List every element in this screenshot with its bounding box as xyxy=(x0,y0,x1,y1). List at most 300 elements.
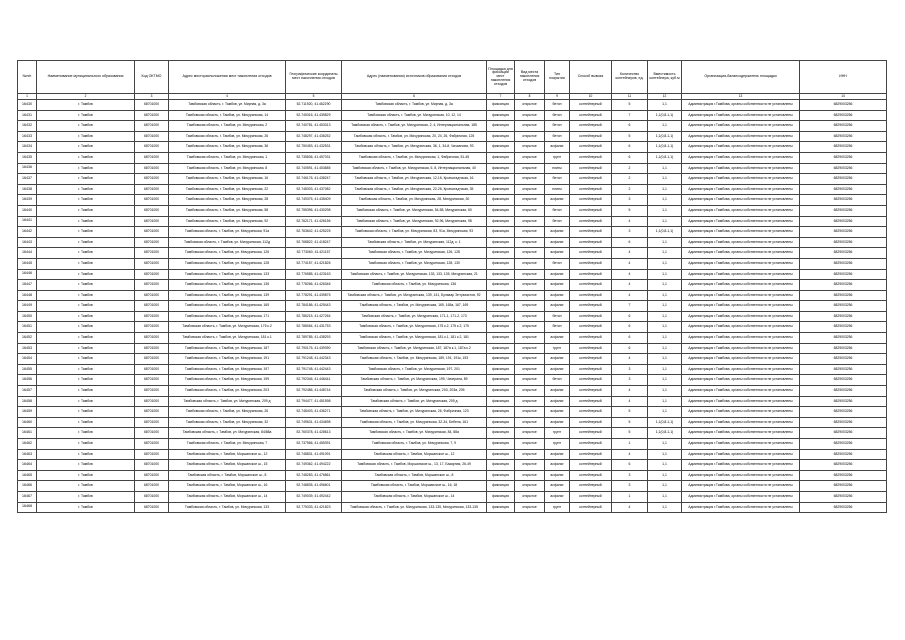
waste-source-address: Тамбовская область, г. Тамбов, ул. Мичуринская, 136 xyxy=(342,280,487,291)
cover-type: бетон xyxy=(545,322,570,333)
municipality: г. Тамбов xyxy=(37,110,135,121)
row-number: 16437 xyxy=(18,174,37,185)
inn-code: 6829003256 xyxy=(800,407,887,418)
site-address: Тамбовская область, г. Тамбов, ул. Мичуринская, 16 xyxy=(169,174,286,185)
site-owner: Администрация г.Тамбова, органы собственности не установлены xyxy=(682,258,800,269)
site-kind: открытое xyxy=(515,428,545,439)
municipality: г. Тамбов xyxy=(37,396,135,407)
coordinates: 52.784186, 41.425443 xyxy=(286,301,342,312)
removal-method: контейнерный xyxy=(570,491,612,502)
column-number: 8 xyxy=(515,94,545,100)
site-address: Тамбовская область, г. Тамбов, Моршанское ш., 14 xyxy=(169,491,286,502)
cover-type: бетон xyxy=(545,205,570,216)
removal-method: контейнерный xyxy=(570,131,612,142)
site-owner: Администрация г.Тамбова, органы собственности не установлены xyxy=(682,174,800,185)
table-row xyxy=(18,152,887,163)
oktmo-code: 68701000 xyxy=(135,258,169,269)
coordinates: 52.755396, 41.430298 xyxy=(286,205,342,216)
cover-type: асфальт xyxy=(545,248,570,259)
site-owner: Администрация г.Тамбова, органы собственности не установлены xyxy=(682,375,800,386)
column-number: 3 xyxy=(135,94,169,100)
removal-method: контейнерный xyxy=(570,449,612,460)
coordinates: 52.748303, 41.437082 xyxy=(286,184,342,195)
oktmo-code: 68701000 xyxy=(135,205,169,216)
container-count: 6 xyxy=(612,460,648,471)
container-count: 4 xyxy=(612,386,648,397)
removal-method: контейнерный xyxy=(570,322,612,333)
site-owner: Администрация г.Тамбова, органы собственности не установлены xyxy=(682,131,800,142)
site-kind: открытое xyxy=(515,396,545,407)
removal-method: контейнерный xyxy=(570,417,612,428)
removal-method: контейнерный xyxy=(570,333,612,344)
cover-type: бетон xyxy=(545,174,570,185)
oktmo-code: 68701000 xyxy=(135,333,169,344)
removal-method: контейнерный xyxy=(570,502,612,513)
municipality: г. Тамбов xyxy=(37,131,135,142)
row-number: 16436 xyxy=(18,163,37,174)
cover-type: асфальт xyxy=(545,407,570,418)
column-header: Способ вывоза xyxy=(570,61,612,94)
container-volume: 1,1 xyxy=(648,343,682,354)
row-number: 16468 xyxy=(18,502,37,513)
row-number: 16446 xyxy=(18,269,37,280)
removal-method: контейнерный xyxy=(570,227,612,238)
site-kind: открытое xyxy=(515,280,545,291)
site-owner: Администрация г.Тамбова, органы собственности не установлены xyxy=(682,290,800,301)
waste-source-address: Тамбовская область, г. Тамбов, ул. Мичуринская, 165, 165а, 167, 169 xyxy=(342,301,487,312)
site-kind: открытое xyxy=(515,439,545,450)
cover-type: асфальт xyxy=(545,460,570,471)
oktmo-code: 68701000 xyxy=(135,470,169,481)
municipality: г. Тамбов xyxy=(37,248,135,259)
oktmo-code: 68701000 xyxy=(135,131,169,142)
container-volume: 1,1 xyxy=(648,386,682,397)
removal-method: контейнерный xyxy=(570,163,612,174)
container-count: 3 xyxy=(612,364,648,375)
site-owner: Администрация г.Тамбова, органы собственности не установлены xyxy=(682,449,800,460)
table-row xyxy=(18,174,887,185)
site-address: Тамбовская область, г. Тамбов, ул. Мичуринская, 209 д xyxy=(169,396,286,407)
waste-source-address: Тамбовская область, г. Тамбов, ул. Мичуринская, 92-96, Мичуринская, 98 xyxy=(342,216,487,227)
oktmo-code: 68701000 xyxy=(135,184,169,195)
cover-type: асфальт xyxy=(545,269,570,280)
site-address: Тамбовская область, г. Тамбов, ул. Мичуринская, 22 xyxy=(169,184,286,195)
oktmo-code: 68701000 xyxy=(135,417,169,428)
inn-code: 6829003256 xyxy=(800,375,887,386)
removal-method: контейнерный xyxy=(570,439,612,450)
table-row xyxy=(18,449,887,460)
site-kind: открытое xyxy=(515,195,545,206)
cover-type: асфальт xyxy=(545,333,570,344)
table-row xyxy=(18,481,887,492)
site-type: фиксатция xyxy=(487,375,515,386)
site-type: фиксатция xyxy=(487,481,515,492)
site-owner: Администрация г.Тамбова, органы собственности не установлены xyxy=(682,311,800,322)
site-owner: Администрация г.Тамбова, органы собственности не установлены xyxy=(682,110,800,121)
waste-source-address: Тамбовская область, г. Тамбов, ул. Мичуринская, 171-1, 171-2, 173 xyxy=(342,311,487,322)
municipality: г. Тамбов xyxy=(37,121,135,132)
table-row xyxy=(18,386,887,397)
column-header: Вид места накопления отходов xyxy=(515,61,545,94)
inn-code: 6829003256 xyxy=(800,121,887,132)
site-kind: открытое xyxy=(515,269,545,280)
oktmo-code: 68701000 xyxy=(135,301,169,312)
site-owner: Администрация г.Тамбова, органы собственности не установлены xyxy=(682,333,800,344)
waste-source-address: Тамбовская область, г. Тамбов, ул. Мичуринская, 209 д xyxy=(342,396,487,407)
site-type: фиксатция xyxy=(487,142,515,153)
waste-source-address: Тамбовская область, г. Тамбов, ул. Мичуринская, 139, 141, Бульвар Энтузиастов, 92 xyxy=(342,290,487,301)
inn-code: 6829003256 xyxy=(800,280,887,291)
container-volume: 1,1 xyxy=(648,205,682,216)
cover-type: асфальт xyxy=(545,386,570,397)
container-volume: 1,1(0,8-1,1) xyxy=(648,142,682,153)
waste-source-address: Тамбовская область, г. Тамбов, ул. Мичуринская, 187, 187а к.1, 187а к.2 xyxy=(342,343,487,354)
row-number: 16440 xyxy=(18,205,37,216)
table-row xyxy=(18,142,887,153)
site-address: Тамбовская область, г. Тамбов, ул. Мичуринская, 139 xyxy=(169,290,286,301)
site-address: Тамбовская область, г. Тамбов, Моршанское ш., 12 xyxy=(169,449,286,460)
waste-source-address: Тамбовская область, г. Тамбов, ул. Мичуринская, 83, 91а, Мичуринская, 93 xyxy=(342,227,487,238)
waste-source-address: Тамбовская область, г. Тамбов, ул. Мичуринская, 112д, к. 1 xyxy=(342,237,487,248)
column-header: Географические координаты мест накопления отходов xyxy=(286,61,342,94)
container-count: 6 xyxy=(612,152,648,163)
container-volume: 1,1 xyxy=(648,364,682,375)
container-volume: 1,1 xyxy=(648,333,682,344)
container-volume: 1,1 xyxy=(648,502,682,513)
table-row xyxy=(18,322,887,333)
removal-method: контейнерный xyxy=(570,184,612,195)
municipality: г. Тамбов xyxy=(37,216,135,227)
row-number: 16450 xyxy=(18,311,37,322)
coordinates: 52.748835, 41.496601 xyxy=(286,481,342,492)
site-type: фиксатция xyxy=(487,152,515,163)
oktmo-code: 68701000 xyxy=(135,142,169,153)
oktmo-code: 68701000 xyxy=(135,311,169,322)
municipality: г. Тамбов xyxy=(37,184,135,195)
row-number: 16444 xyxy=(18,248,37,259)
column-number: 13 xyxy=(682,94,800,100)
municipality: г. Тамбов xyxy=(37,333,135,344)
container-count: 6 xyxy=(612,142,648,153)
row-number: 16466 xyxy=(18,481,37,492)
row-number: 16435 xyxy=(18,152,37,163)
row-number: 16445 xyxy=(18,258,37,269)
removal-method: контейнерный xyxy=(570,343,612,354)
column-number: 5 xyxy=(286,94,342,100)
cover-type: асфальт xyxy=(545,417,570,428)
site-type: фиксатция xyxy=(487,439,515,450)
coordinates: 52.778291, 41.439875 xyxy=(286,290,342,301)
cover-type: асфальт xyxy=(545,354,570,365)
container-count: 5 xyxy=(612,407,648,418)
table-row xyxy=(18,290,887,301)
cover-type: грунт xyxy=(545,152,570,163)
waste-source-address: Тамбовская область, г. Тамбов, Моршанское ш., 8 xyxy=(342,470,487,481)
site-type: фиксатция xyxy=(487,491,515,502)
municipality: г. Тамбов xyxy=(37,491,135,502)
container-count: 5 xyxy=(612,131,648,142)
municipality: г. Тамбов xyxy=(37,174,135,185)
removal-method: контейнерный xyxy=(570,460,612,471)
inn-code: 6829003256 xyxy=(800,205,887,216)
oktmo-code: 68701000 xyxy=(135,396,169,407)
cover-type: бетон xyxy=(545,216,570,227)
cover-type: асфальт xyxy=(545,237,570,248)
coordinates: 52.773060, 41.421157 xyxy=(286,248,342,259)
container-volume: 1,1 xyxy=(648,290,682,301)
container-volume: 1,1(0,8-1,1) xyxy=(648,152,682,163)
row-number: 16453 xyxy=(18,343,37,354)
row-number: 16467 xyxy=(18,491,37,502)
site-owner: Администрация г.Тамбова, органы собственности не установлены xyxy=(682,280,800,291)
waste-source-address: Тамбовская область, г. Тамбов, ул. Мичуринская, 54-58, Мичуринская, 60 xyxy=(342,205,487,216)
coordinates: 52.776585, 41.423163 xyxy=(286,269,342,280)
row-number: 16457 xyxy=(18,386,37,397)
waste-source-address: Тамбовская область, г. Тамбов, ул. Мичуринская, 181 к.1, 181 к.2, 181 xyxy=(342,333,487,344)
site-owner: Администрация г.Тамбова, органы собственности не установлены xyxy=(682,322,800,333)
table-row xyxy=(18,100,887,111)
site-type: фиксатция xyxy=(487,428,515,439)
container-volume: 1,1 xyxy=(648,258,682,269)
waste-source-address: Тамбовская область, г. Тамбов, Моршанское ш., 12 xyxy=(342,449,487,460)
inn-code: 6829003256 xyxy=(800,174,887,185)
table-row xyxy=(18,227,887,238)
site-owner: Администрация г.Тамбова, органы собственности не установлены xyxy=(682,121,800,132)
container-volume: 1,1 xyxy=(648,100,682,111)
site-type: фиксатция xyxy=(487,396,515,407)
cover-type: асфальт xyxy=(545,227,570,238)
container-volume: 1,1 xyxy=(648,311,682,322)
site-address: Тамбовская область, г. Тамбов, ул. Мичуринская, 58 xyxy=(169,205,286,216)
waste-source-address: Тамбовская область, г. Тамбов, ул. Мичуринская, 133, 133, 135, Мичуринская, 21 xyxy=(342,269,487,280)
site-address: Тамбовская область, г. Тамбов, ул. Мичуринская, 112д xyxy=(169,237,286,248)
waste-source-address: Тамбовская область, г. Тамбов, ул. Мичуринская, 32-34, Бебеля, 161 xyxy=(342,417,487,428)
site-address: Тамбовская область, г. Тамбов, ул. Мичуринская, 191 xyxy=(169,354,286,365)
container-count: 4 xyxy=(612,216,648,227)
site-address: Тамбовская область, г. Тамбов, ул. Мичуринская, 197 xyxy=(169,364,286,375)
removal-method: контейнерный xyxy=(570,258,612,269)
site-address: Тамбовская область, г. Тамбов, ул. Мичуринская, 14 xyxy=(169,110,286,121)
site-address: Тамбовская область, г. Тамбов, ул. Мичуринская, 26 xyxy=(169,407,286,418)
cover-type: грунт xyxy=(545,428,570,439)
container-count: 4 xyxy=(612,449,648,460)
waste-source-address: Тамбовская область, г. Тамбов, ул. Мичуринская, 20, 24, 26, Фабричная, 125 xyxy=(342,131,487,142)
site-type: фиксатция xyxy=(487,174,515,185)
row-number: 16464 xyxy=(18,460,37,471)
municipality: г. Тамбов xyxy=(37,386,135,397)
coordinates: 52.790176, 41.439390 xyxy=(286,343,342,354)
site-kind: открытое xyxy=(515,184,545,195)
site-type: фиксатция xyxy=(487,248,515,259)
site-address: Тамбовская область, г. Тамбов, ул. Мичуринская, 1 xyxy=(169,152,286,163)
site-address: Тамбовская область, г. Тамбов, ул. Мичуринская, 133 xyxy=(169,502,286,513)
municipality: г. Тамбов xyxy=(37,311,135,322)
container-count: 6 xyxy=(612,333,648,344)
inn-code: 6829003256 xyxy=(800,322,887,333)
municipality: г. Тамбов xyxy=(37,142,135,153)
site-address: Тамбовская область, г. Тамбов, ул. Мичуринская, 84/88а xyxy=(169,428,286,439)
site-owner: Администрация г.Тамбова, органы собственности не установлены xyxy=(682,354,800,365)
oktmo-code: 68701000 xyxy=(135,290,169,301)
waste-source-address: Тамбовская область, г. Тамбов, ул. Мичуринская, 10, 12, 14 xyxy=(342,110,487,121)
table-row xyxy=(18,110,887,121)
table-row xyxy=(18,205,887,216)
coordinates: 52.768822, 41.418247 xyxy=(286,237,342,248)
row-number: 16447 xyxy=(18,280,37,291)
site-owner: Администрация г.Тамбова, органы собственности не установлены xyxy=(682,460,800,471)
municipality: г. Тамбов xyxy=(37,100,135,111)
coordinates: 52.792346, 41.446441 xyxy=(286,375,342,386)
site-kind: открытое xyxy=(515,205,545,216)
removal-method: контейнерный xyxy=(570,100,612,111)
site-kind: открытое xyxy=(515,354,545,365)
municipality: г. Тамбов xyxy=(37,227,135,238)
site-owner: Администрация г.Тамбова, органы собственности не установлены xyxy=(682,407,800,418)
site-address: Тамбовская область, г. Тамбов, ул. Мичуринская, 187 xyxy=(169,343,286,354)
container-count: 3 xyxy=(612,470,648,481)
container-count: 4 xyxy=(612,258,648,269)
coordinates: 52.778266, 41.426346 xyxy=(286,280,342,291)
site-type: фиксатция xyxy=(487,131,515,142)
container-count: 4 xyxy=(612,290,648,301)
row-number: 16451 xyxy=(18,322,37,333)
site-owner: Администрация г.Тамбова, органы собственности не установлены xyxy=(682,343,800,354)
municipality: г. Тамбов xyxy=(37,470,135,481)
municipality: г. Тамбов xyxy=(37,195,135,206)
cover-type: асфальт xyxy=(545,280,570,291)
inn-code: 6829003256 xyxy=(800,449,887,460)
site-kind: открытое xyxy=(515,131,545,142)
cover-type: асфальт xyxy=(545,142,570,153)
site-address: Тамбовская область, г. Тамбов, ул. Мичуринская, 7 xyxy=(169,439,286,450)
cover-type: грунт xyxy=(545,502,570,513)
site-owner: Администрация г.Тамбова, органы собственности не установлены xyxy=(682,205,800,216)
site-kind: открытое xyxy=(515,322,545,333)
table-row xyxy=(18,417,887,428)
oktmo-code: 68701000 xyxy=(135,354,169,365)
oktmo-code: 68701000 xyxy=(135,364,169,375)
coordinates: 52.749631, 41.434698 xyxy=(286,417,342,428)
inn-code: 6829003256 xyxy=(800,195,887,206)
site-kind: открытое xyxy=(515,227,545,238)
container-volume: 1,1 xyxy=(648,195,682,206)
oktmo-code: 68701000 xyxy=(135,428,169,439)
row-number: 16432 xyxy=(18,121,37,132)
container-count: 3 xyxy=(612,227,648,238)
removal-method: контейнерный xyxy=(570,280,612,291)
table-row xyxy=(18,343,887,354)
site-kind: открытое xyxy=(515,386,545,397)
site-address: Тамбовская область, г. Тамбов, ул. Мичуринская, 165 xyxy=(169,301,286,312)
site-type: фиксатция xyxy=(487,407,515,418)
cover-type: асфальт xyxy=(545,290,570,301)
coordinates: 52.791248, 41.442343 xyxy=(286,354,342,365)
municipality: г. Тамбов xyxy=(37,163,135,174)
oktmo-code: 68701000 xyxy=(135,407,169,418)
site-owner: Администрация г.Тамбова, органы собственности не установлены xyxy=(682,184,800,195)
removal-method: контейнерный xyxy=(570,428,612,439)
removal-method: контейнерный xyxy=(570,152,612,163)
site-type: фиксатция xyxy=(487,227,515,238)
site-type: фиксатция xyxy=(487,237,515,248)
container-volume: 1,1 xyxy=(648,449,682,460)
container-count: 1 xyxy=(612,439,648,450)
inn-code: 6829003256 xyxy=(800,354,887,365)
inn-code: 6829003256 xyxy=(800,417,887,428)
site-kind: открытое xyxy=(515,142,545,153)
oktmo-code: 68701000 xyxy=(135,460,169,471)
container-volume: 1,1 xyxy=(648,481,682,492)
container-count: 4 xyxy=(612,248,648,259)
inn-code: 6829003256 xyxy=(800,301,887,312)
site-type: фиксатция xyxy=(487,311,515,322)
site-kind: открытое xyxy=(515,301,545,312)
coordinates: 52.749362, 41.494222 xyxy=(286,460,342,471)
coordinates: 52.737566, 41.455391 xyxy=(286,439,342,450)
table-row xyxy=(18,460,887,471)
site-type: фиксатция xyxy=(487,184,515,195)
coordinates: 52.788064, 41.431753 xyxy=(286,322,342,333)
table-row xyxy=(18,195,887,206)
site-owner: Администрация г.Тамбова, органы собственности не установлены xyxy=(682,142,800,153)
site-kind: открытое xyxy=(515,343,545,354)
inn-code: 6829003256 xyxy=(800,460,887,471)
site-type: фиксатция xyxy=(487,386,515,397)
container-volume: 1,1 xyxy=(648,491,682,502)
coordinates: 52.750453, 41.432531 xyxy=(286,142,342,153)
site-address: Тамбовская область, г. Тамбов, Моршанское ш., 16 xyxy=(169,481,286,492)
row-number: 16433 xyxy=(18,131,37,142)
site-owner: Администрация г.Тамбова, органы собственности не установлены xyxy=(682,227,800,238)
removal-method: контейнерный xyxy=(570,407,612,418)
site-kind: открытое xyxy=(515,491,545,502)
row-number: 16461 xyxy=(18,428,37,439)
removal-method: контейнерный xyxy=(570,248,612,259)
coordinates: 52.749039, 41.492442 xyxy=(286,491,342,502)
waste-source-address: Тамбовская область, г. Тамбов, ул. Мирная, д. 3а xyxy=(342,100,487,111)
inn-code: 6829003256 xyxy=(800,396,887,407)
site-type: фиксатция xyxy=(487,460,515,471)
coordinates: 52.735836, 41.457031 xyxy=(286,152,342,163)
removal-method: контейнерный xyxy=(570,301,612,312)
container-count: 6 xyxy=(612,121,648,132)
inn-code: 6829003256 xyxy=(800,163,887,174)
table-body xyxy=(18,100,887,513)
site-type: фиксатция xyxy=(487,258,515,269)
waste-source-address: Тамбовская область, г. Тамбов, ул. Мичуринская, 133-135, Мичуринская, 133-135 xyxy=(342,502,487,513)
municipality: г. Тамбов xyxy=(37,269,135,280)
inn-code: 6829003256 xyxy=(800,216,887,227)
container-volume: 1,1 xyxy=(648,216,682,227)
column-header: Площадка для фиксации мест накопления отходов xyxy=(487,61,515,94)
removal-method: контейнерный xyxy=(570,110,612,121)
municipality: г. Тамбов xyxy=(37,258,135,269)
site-type: фиксатция xyxy=(487,470,515,481)
container-volume: 1,1 xyxy=(648,174,682,185)
municipality: г. Тамбов xyxy=(37,449,135,460)
site-type: фиксатция xyxy=(487,163,515,174)
waste-source-address: Тамбовская область, г. Тамбов, ул. Мичуринская, 197, 201 xyxy=(342,364,487,375)
site-type: фиксатция xyxy=(487,110,515,121)
column-number: 12 xyxy=(648,94,682,100)
cover-type: бетон xyxy=(545,258,570,269)
cover-type: бетон xyxy=(545,100,570,111)
table-row xyxy=(18,375,887,386)
container-count: 6 xyxy=(612,237,648,248)
site-address: Тамбовская область, г. Тамбов, ул. Мичуринская, 133 xyxy=(169,269,286,280)
inn-code: 6829003256 xyxy=(800,248,887,259)
oktmo-code: 68701000 xyxy=(135,322,169,333)
